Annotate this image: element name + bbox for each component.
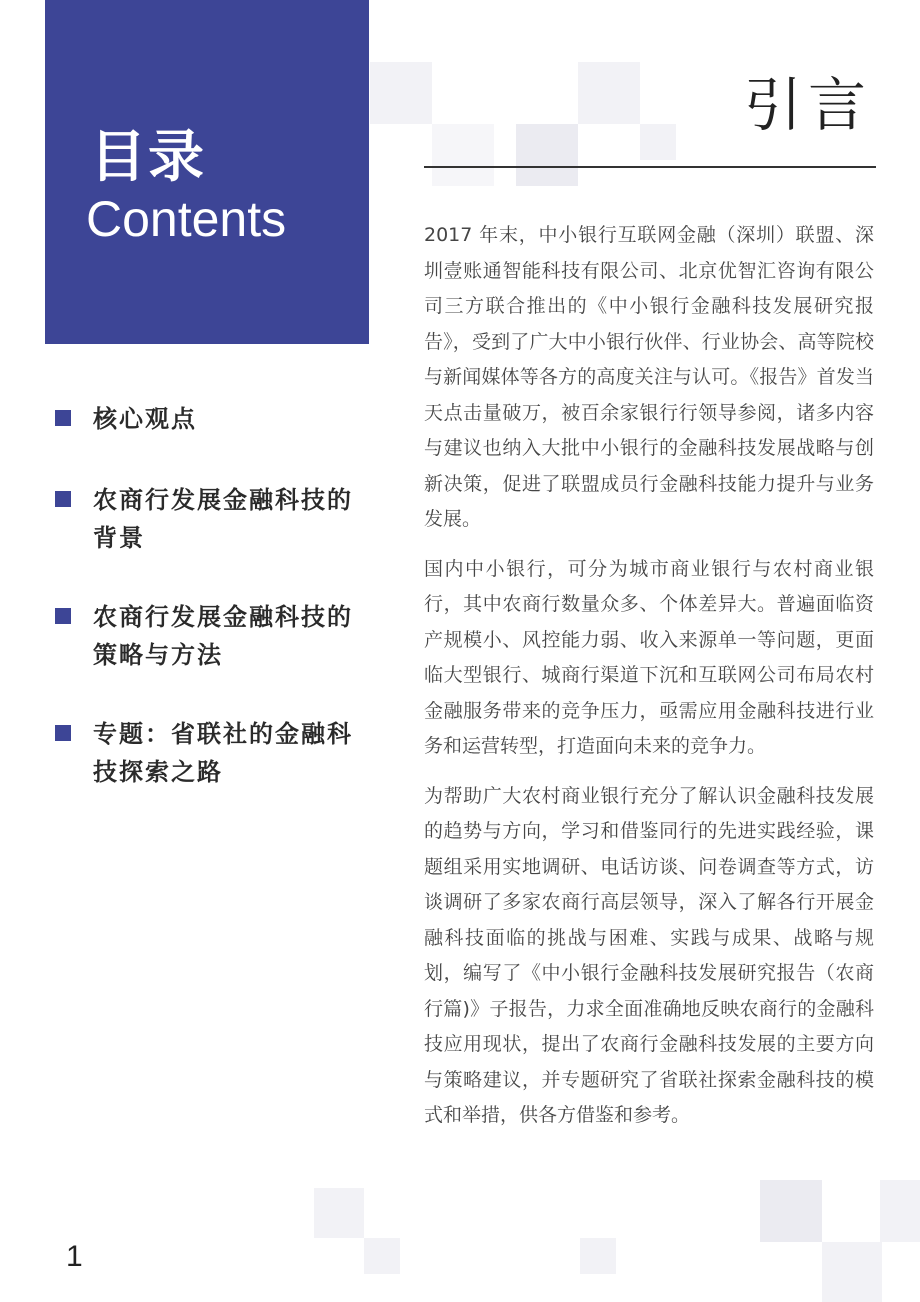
decor-square (432, 124, 494, 186)
decor-square (364, 1238, 400, 1274)
toc-item-label: 专题：省联社的金融科技探索之路 (93, 720, 353, 786)
decor-square (516, 124, 578, 186)
intro-body (424, 218, 874, 1148)
toc-item[interactable] (55, 598, 375, 674)
decor-square (760, 1180, 822, 1242)
intro-paragraph: 国内中小银行，可分为城市商业银行与农村商业银行，其中农商行数量众多、个体差异大。普遍面临资产规模小、风控能力弱、收入来源单一等问题，更面临大型银行、城商行渠道下沉和互联网公司布局农村金融服务带来的竞争压力，亟需应用金融科技进行业务和运营转型，打造面向未来的竞争力。 (424, 557, 874, 757)
square-bullet-icon (55, 725, 71, 741)
decor-square (370, 62, 432, 124)
decor-square (822, 1242, 882, 1302)
decor-square (578, 62, 640, 124)
square-bullet-icon (55, 410, 71, 426)
decor-square (580, 1238, 616, 1274)
square-bullet-icon (55, 491, 71, 507)
page-number: 1 (66, 1240, 83, 1273)
decor-square (640, 124, 676, 160)
toc-list (55, 400, 375, 832)
toc-item-label: 核心观点 (93, 405, 197, 433)
toc-item[interactable] (55, 715, 375, 791)
intro-paragraph: 为帮助广大农村商业银行充分了解认识金融科技发展的趋势与方向，学习和借鉴同行的先进实践经验，课题组采用实地调研、电话访谈、问卷调查等方式，访谈调研了多家农商行高层领导，深入了解各行开展金融科技面临的挑战与困难、实践与成果、战略与规划，编写了《中小银行金融科技发展研究报告（农商行篇)》子报告，力求全面准确地反映农商行的金融科技应用现状，提出了农商行金融科技发展的主要方向与策略建议，并专题研究了省联社探索金融科技的模式和举措，供各方借鉴和参考。 (424, 784, 874, 1126)
toc-title-chinese: 目录 (90, 125, 206, 190)
square-bullet-icon (55, 608, 71, 624)
toc-item-label: 农商行发展金融科技的策略与方法 (93, 603, 353, 669)
title-divider (424, 166, 876, 168)
decor-square (314, 1188, 364, 1238)
toc-item[interactable] (55, 400, 375, 438)
toc-item-label: 农商行发展金融科技的背景 (93, 486, 353, 552)
intro-paragraph: 2017 年末，中小银行互联网金融（深圳）联盟、深圳壹账通智能科技有限公司、北京优智汇咨询有限公司三方联合推出的《中小银行金融科技发展研究报告》，受到了广大中小银行伙伴、行业协会、高等院校与新闻媒体等各方的高度关注与认可。《报告》首发当天点击量破万，被百余家银行行领导参阅，诸多内容与建议也纳入大批中小银行的金融科技发展战略与创新决策，促进了联盟成员行金融科技能力提升与业务发展。 (424, 224, 874, 530)
decor-square (880, 1180, 920, 1242)
intro-title: 引言 (743, 71, 872, 139)
toc-item[interactable] (55, 481, 375, 557)
toc-title-english: Contents (86, 191, 287, 247)
